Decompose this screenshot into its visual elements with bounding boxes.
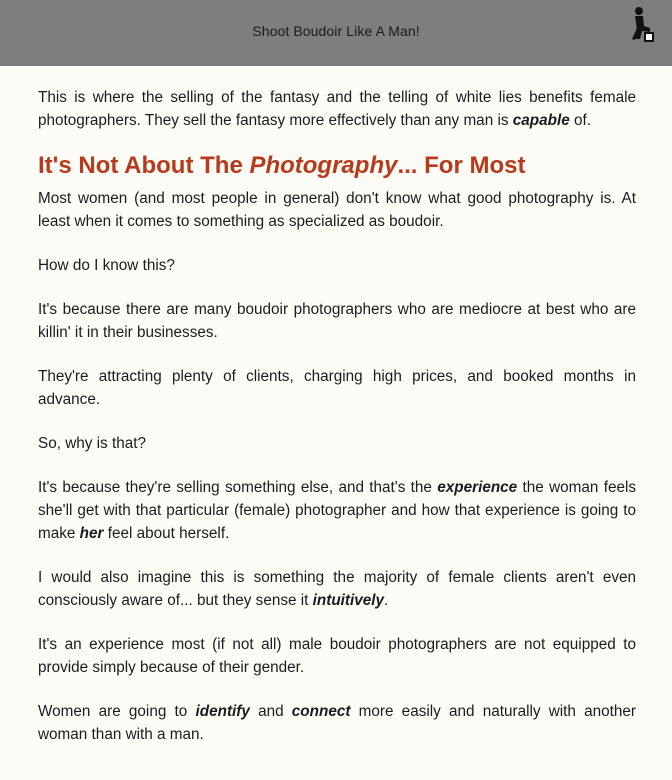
- book-title: Shoot Boudoir Like A Man!: [252, 23, 420, 39]
- article-body: [38, 86, 636, 767]
- emphasis-intuitively: intuitively: [312, 592, 385, 609]
- top-bar: [0, 0, 672, 66]
- emphasis-her: her: [79, 525, 104, 542]
- emphasis-capable: capable: [512, 112, 570, 129]
- paragraph-7: I would also imagine this is something the majority of female clients aren't even consciously aware of... but they sense it intuitively.: [38, 569, 636, 609]
- paragraph-4: They're attracting plenty of clients, charging high prices, and booked months in advance.: [38, 368, 636, 408]
- paragraph-5: So, why is that?: [38, 435, 146, 452]
- emphasis-identify: identify: [195, 703, 250, 720]
- paragraph-8: It's an experience most (if not all) male boudoir photographers are not equipped to provide simply because of their gender.: [38, 636, 636, 676]
- intro-paragraph: This is where the selling of the fantasy and the telling of white lies benefits female photographers. They sell the fantasy more effectively than any man is capable of.: [38, 89, 636, 129]
- paragraph-2: How do I know this?: [38, 257, 175, 274]
- paragraph-3: It's because there are many boudoir photographers who are mediocre at best who are killin' it in their businesses.: [38, 301, 636, 341]
- seated-figure-logo-icon[interactable]: [628, 6, 656, 44]
- emphasis-experience: experience: [437, 479, 518, 496]
- paragraph-9: Women are going to identify and connect more easily and naturally with another woman than with a man.: [38, 703, 636, 743]
- paragraph-1: Most women (and most people in general) don't know what good photography is. At least when it comes to something as specialized as boudoir.: [38, 190, 636, 230]
- emphasis-connect: connect: [291, 703, 351, 720]
- paragraph-6: It's because they're selling something else, and that's the experience the woman feels she'll get with that particular (female) photographer and how that experience is going to make her feel about herself.: [38, 479, 637, 542]
- section-heading: It's Not About The Photography... For Most: [38, 152, 526, 179]
- heading-emphasis: Photography: [249, 152, 398, 179]
